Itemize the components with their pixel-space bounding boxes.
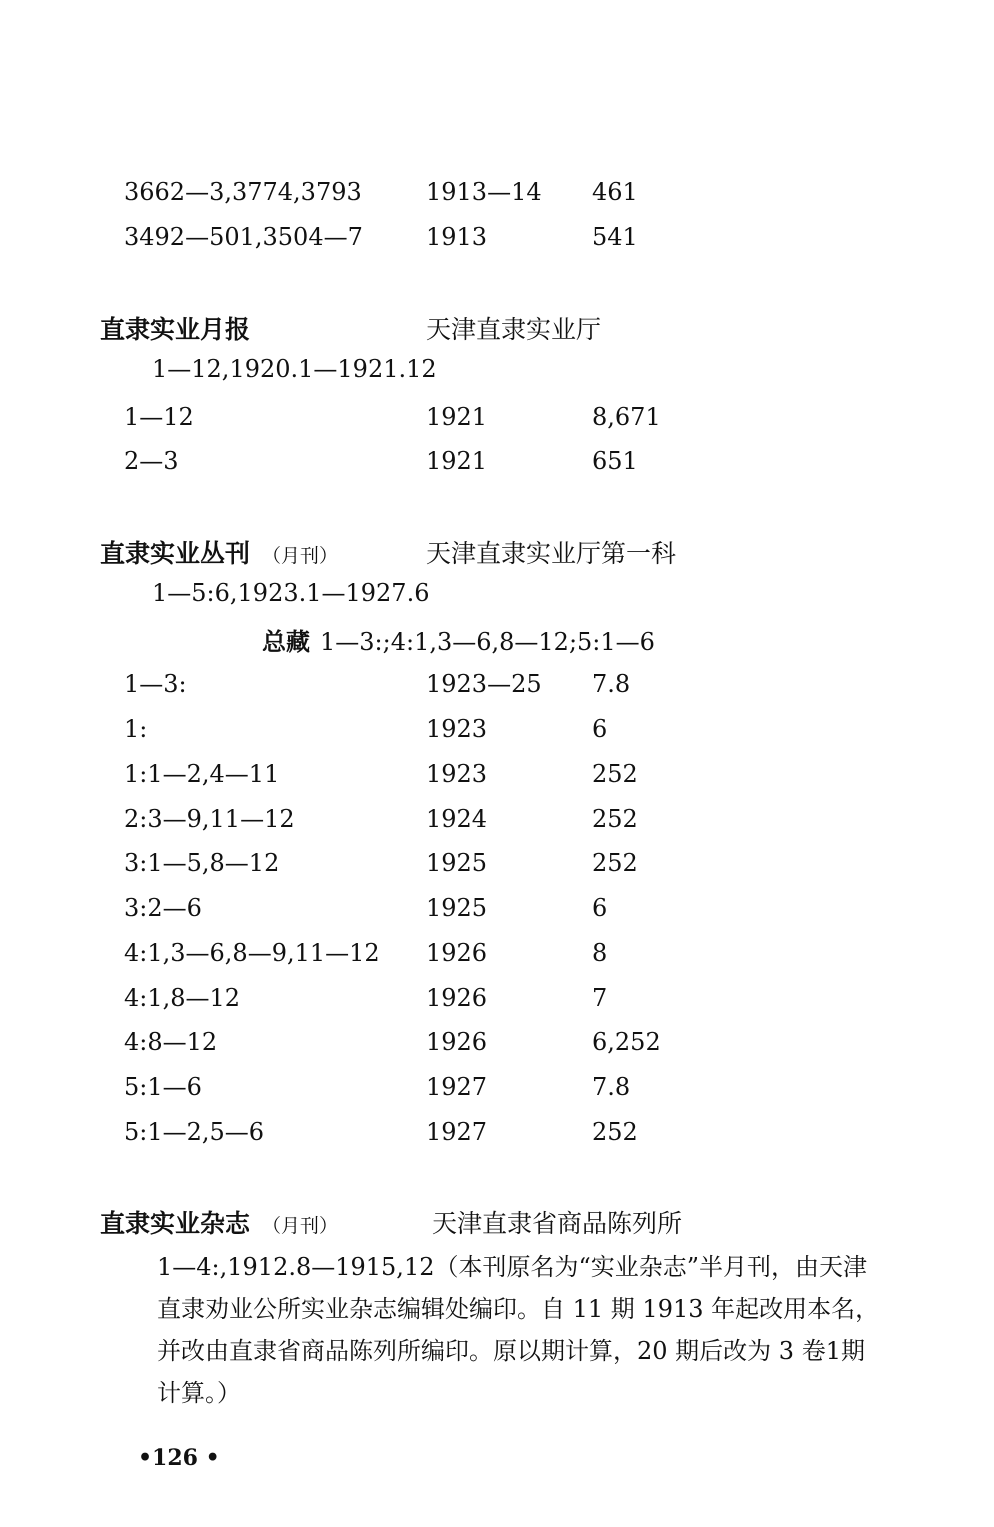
years-cell: 1927 (426, 1073, 488, 1101)
code-cell: 6 (592, 894, 608, 922)
table-row (0, 664, 994, 704)
table-row (0, 397, 994, 437)
code-cell: 461 (592, 178, 638, 206)
table-row (0, 217, 994, 257)
code-cell: 7 (592, 984, 608, 1012)
years-cell: 1923 (426, 715, 488, 743)
issues-cell: 2—3 (124, 447, 179, 475)
issues-cell: 1—12 (124, 403, 194, 431)
years-cell: 1925 (426, 849, 488, 877)
issues-cell: 4:1,3—6,8—9,11—12 (124, 939, 380, 967)
table-row (0, 978, 994, 1018)
code-cell: 252 (592, 849, 638, 877)
entry-note: 1—4:,1912.8—1915,12（本刊原名为“实业杂志”半月刊，由天津直隶劝业公所实业杂志编辑处编印。自 11 期 1913 年起改用本名，并改由直隶省商品陈列所编印。原以期计算，20 期后改为 3 卷1期计算。） (157, 1253, 880, 1407)
entry-subtitle: （月刊） (262, 1215, 339, 1237)
years-cell: 1923—25 (426, 670, 542, 698)
years-cell: 1926 (426, 939, 488, 967)
years-cell: 1926 (426, 984, 488, 1012)
issues-cell: 2:3—9,11—12 (124, 805, 295, 833)
table-row (0, 172, 994, 212)
code-cell: 7.8 (592, 670, 631, 698)
years-cell: 1923 (426, 760, 488, 788)
table-row (0, 799, 994, 839)
table-row (0, 843, 994, 883)
entry-subtitle: （月刊） (262, 545, 339, 567)
table-row (0, 709, 994, 749)
years-cell: 1927 (426, 1118, 488, 1146)
issues-cell: 3492—501,3504—7 (124, 223, 363, 251)
issues-cell: 5:1—6 (124, 1073, 202, 1101)
code-cell: 252 (592, 1118, 638, 1146)
issues-cell: 3662—3,3774,3793 (124, 178, 362, 206)
issues-cell: 3:1—5,8—12 (124, 849, 280, 877)
issues-cell: 5:1—2,5—6 (124, 1118, 265, 1146)
entry-title: 直隶实业丛刊 （月刊） (100, 539, 339, 568)
entry-span: 1—5:6,1923.1—1927.6 (152, 579, 430, 607)
years-cell: 1913—14 (426, 178, 542, 206)
issues-cell: 4:8—12 (124, 1028, 218, 1056)
table-row (0, 888, 994, 928)
years-cell: 1921 (426, 447, 488, 475)
holdings-label: 总藏 (262, 627, 310, 656)
entry-title: 直隶实业杂志 （月刊） (100, 1209, 339, 1238)
page-number: •126 • (138, 1445, 220, 1471)
table-row (0, 1067, 994, 1107)
years-cell: 1925 (426, 894, 488, 922)
years-cell: 1924 (426, 805, 488, 833)
code-cell: 651 (592, 447, 638, 475)
issues-cell: 1:1—2,4—11 (124, 760, 280, 788)
entry-publisher: 天津直隶实业厅 (426, 315, 602, 344)
code-cell: 6,252 (592, 1028, 661, 1056)
entry-title: 直隶实业月报 (100, 315, 251, 344)
code-cell: 252 (592, 805, 638, 833)
years-cell: 1913 (426, 223, 488, 251)
code-cell: 6 (592, 715, 608, 743)
table-row (0, 1112, 994, 1152)
issues-cell: 1—3: (124, 670, 187, 698)
issues-cell: 4:1,8—12 (124, 984, 241, 1012)
entry-holdings: 总藏 1—3:;4:1,3—6,8—12;5:1—6 (262, 627, 655, 656)
code-cell: 7.8 (592, 1073, 631, 1101)
issues-cell: 3:2—6 (124, 894, 202, 922)
entry-publisher: 天津直隶实业厅第一科 (426, 539, 677, 568)
years-cell: 1926 (426, 1028, 488, 1056)
entry-span: 1—12,1920.1—1921.12 (152, 355, 437, 383)
entry-publisher: 天津直隶省商品陈列所 (432, 1209, 683, 1238)
issues-cell: 1: (124, 715, 148, 743)
code-cell: 8,671 (592, 403, 661, 431)
code-cell: 252 (592, 760, 638, 788)
table-row (0, 754, 994, 794)
code-cell: 541 (592, 223, 638, 251)
years-cell: 1921 (426, 403, 488, 431)
table-row (0, 441, 994, 481)
table-row (0, 933, 994, 973)
table-row (0, 1022, 994, 1062)
code-cell: 8 (592, 939, 608, 967)
